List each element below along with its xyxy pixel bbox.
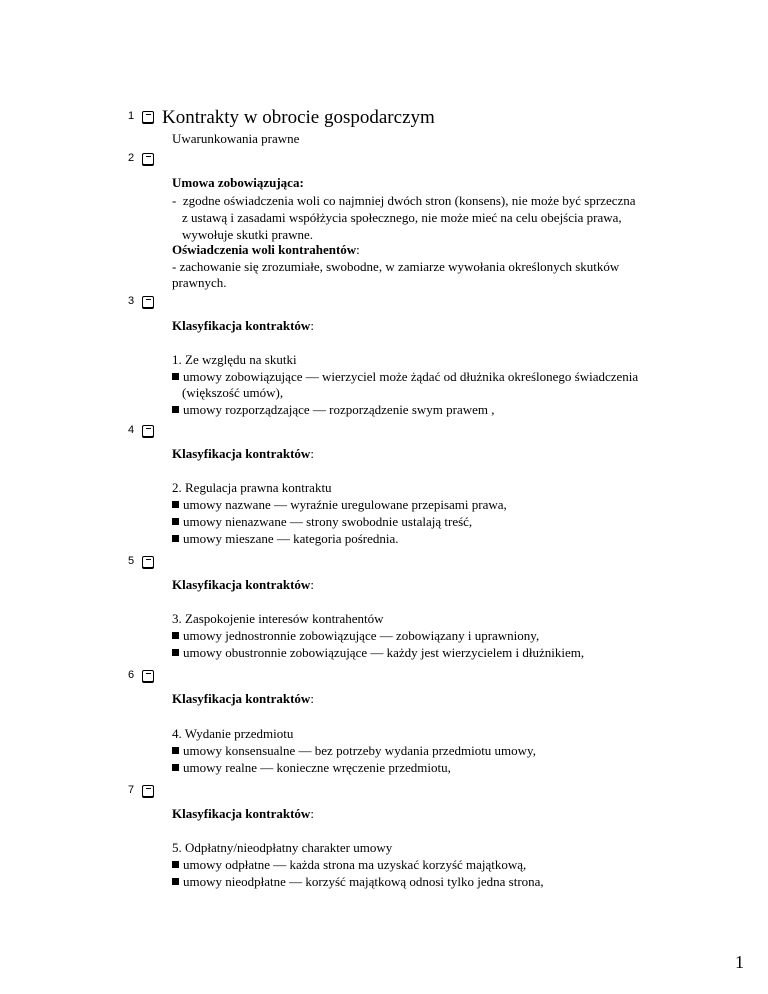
slide2-heading1: Umowa zobowiązująca:	[172, 175, 304, 190]
slide5-heading	[172, 577, 314, 593]
list-item	[172, 645, 584, 661]
dash-marker: -	[172, 193, 177, 208]
list-item	[172, 743, 536, 759]
item-text: umowy nazwane — wyraźnie uregulowane przepisami prawa,	[183, 497, 507, 512]
heading-text: Klasyfikacja kontraktów	[172, 318, 311, 333]
square-bullet-icon	[172, 764, 179, 771]
document-title: Kontrakty w obrocie gospodarczym	[162, 107, 435, 128]
slide-icon	[142, 153, 154, 165]
heading-text: Klasyfikacja kontraktów	[172, 806, 311, 821]
square-bullet-icon	[172, 747, 179, 754]
colon: :	[310, 446, 314, 461]
square-bullet-icon	[172, 878, 179, 885]
list-item	[172, 369, 638, 385]
slide3-subheading: 1. Ze względu na skutki	[172, 352, 297, 367]
subtitle: Uwarunkowania prawne	[172, 131, 300, 146]
colon: :	[310, 577, 314, 592]
slide4-subheading: 2. Regulacja prawna kontraktu	[172, 480, 332, 495]
heading-text: Klasyfikacja kontraktów	[172, 577, 311, 592]
item-text: umowy nienazwane — strony swobodnie ustalają treść,	[183, 514, 473, 529]
slide-number: 6	[128, 669, 135, 681]
slide-icon	[142, 111, 154, 123]
item-text: umowy realne — konieczne wręczenie przedmiotu,	[183, 760, 451, 775]
heading-text: Klasyfikacja kontraktów	[172, 446, 311, 461]
slide2-bullet1-line3: wywołuje skutki prawne.	[182, 227, 314, 242]
slide-icon	[142, 296, 154, 308]
slide-icon	[142, 670, 154, 682]
list-item	[172, 628, 539, 644]
item-text: umowy zobowiązujące — wierzyciel może żądać od dłużnika określonego świadczenia	[183, 369, 639, 384]
slide-number: 2	[128, 152, 135, 164]
page-number: 1	[735, 952, 744, 972]
square-bullet-icon	[172, 406, 179, 413]
square-bullet-icon	[172, 373, 179, 380]
item-text: umowy nieodpłatne — korzyść majątkową odnosi tylko jedna strona,	[183, 874, 544, 889]
square-bullet-icon	[172, 501, 179, 508]
item-text: umowy obustronnie zobowiązujące — każdy jest wierzycielem i dłużnikiem,	[183, 645, 585, 660]
slide2-bullet2-line1: - zachowanie się zrozumiałe, swobodne, w zamiarze wywołania określonych skutków	[172, 259, 620, 274]
slide2-bullet1-line1	[172, 193, 636, 209]
list-item	[172, 874, 544, 890]
list-item	[172, 760, 451, 776]
item-text: umowy mieszane — kategoria pośrednia.	[183, 531, 399, 546]
slide4-heading	[172, 446, 314, 462]
slide2-bullet1-line2: z ustawą i zasadami współżycia społecznego, nie może mieć na celu obejścia prawa,	[182, 210, 622, 225]
slide-number: 3	[128, 295, 135, 307]
square-bullet-icon	[172, 535, 179, 542]
colon: :	[310, 318, 314, 333]
item-text: umowy konsensualne — bez potrzeby wydania przedmiotu umowy,	[183, 743, 536, 758]
square-bullet-icon	[172, 518, 179, 525]
item-text: umowy odpłatne — każda strona ma uzyskać korzyść majątkową,	[183, 857, 527, 872]
list-item	[172, 857, 526, 873]
colon: :	[310, 691, 314, 706]
slide7-subheading: 5. Odpłatny/nieodpłatny charakter umowy	[172, 840, 393, 855]
slide3-heading	[172, 318, 314, 334]
slide-number: 4	[128, 424, 135, 436]
slide-icon	[142, 556, 154, 568]
list-item	[172, 497, 507, 513]
slide2-heading2	[172, 242, 360, 258]
heading-text: Oświadczenia woli kontrahentów	[172, 242, 357, 257]
slide-icon	[142, 425, 154, 437]
slide6-subheading: 4. Wydanie przedmiotu	[172, 726, 294, 741]
colon: :	[356, 242, 360, 257]
slide-number: 5	[128, 555, 135, 567]
heading-text: Klasyfikacja kontraktów	[172, 691, 311, 706]
list-item	[172, 514, 472, 530]
item-text: umowy rozporządzające — rozporządzenie swym prawem ,	[183, 402, 495, 417]
item-text: umowy jednostronnie zobowiązujące — zobowiązany i uprawniony,	[183, 628, 540, 643]
bullet-text: zgodne oświadczenia woli co najmniej dwóch stron (konsens), nie może być sprzeczna	[182, 193, 636, 208]
square-bullet-icon	[172, 861, 179, 868]
list-item	[172, 402, 495, 418]
slide-number: 7	[128, 784, 135, 796]
slide7-heading	[172, 806, 314, 822]
slide2-bullet2-line2: prawnych.	[172, 275, 227, 290]
square-bullet-icon	[172, 632, 179, 639]
slide-number: 1	[128, 110, 135, 122]
list-item	[172, 531, 399, 547]
colon: :	[310, 806, 314, 821]
slide-icon	[142, 785, 154, 797]
list-item-continuation: (większość umów),	[182, 385, 284, 400]
slide5-subheading: 3. Zaspokojenie interesów kontrahentów	[172, 611, 384, 626]
slide6-heading	[172, 691, 314, 707]
square-bullet-icon	[172, 649, 179, 656]
